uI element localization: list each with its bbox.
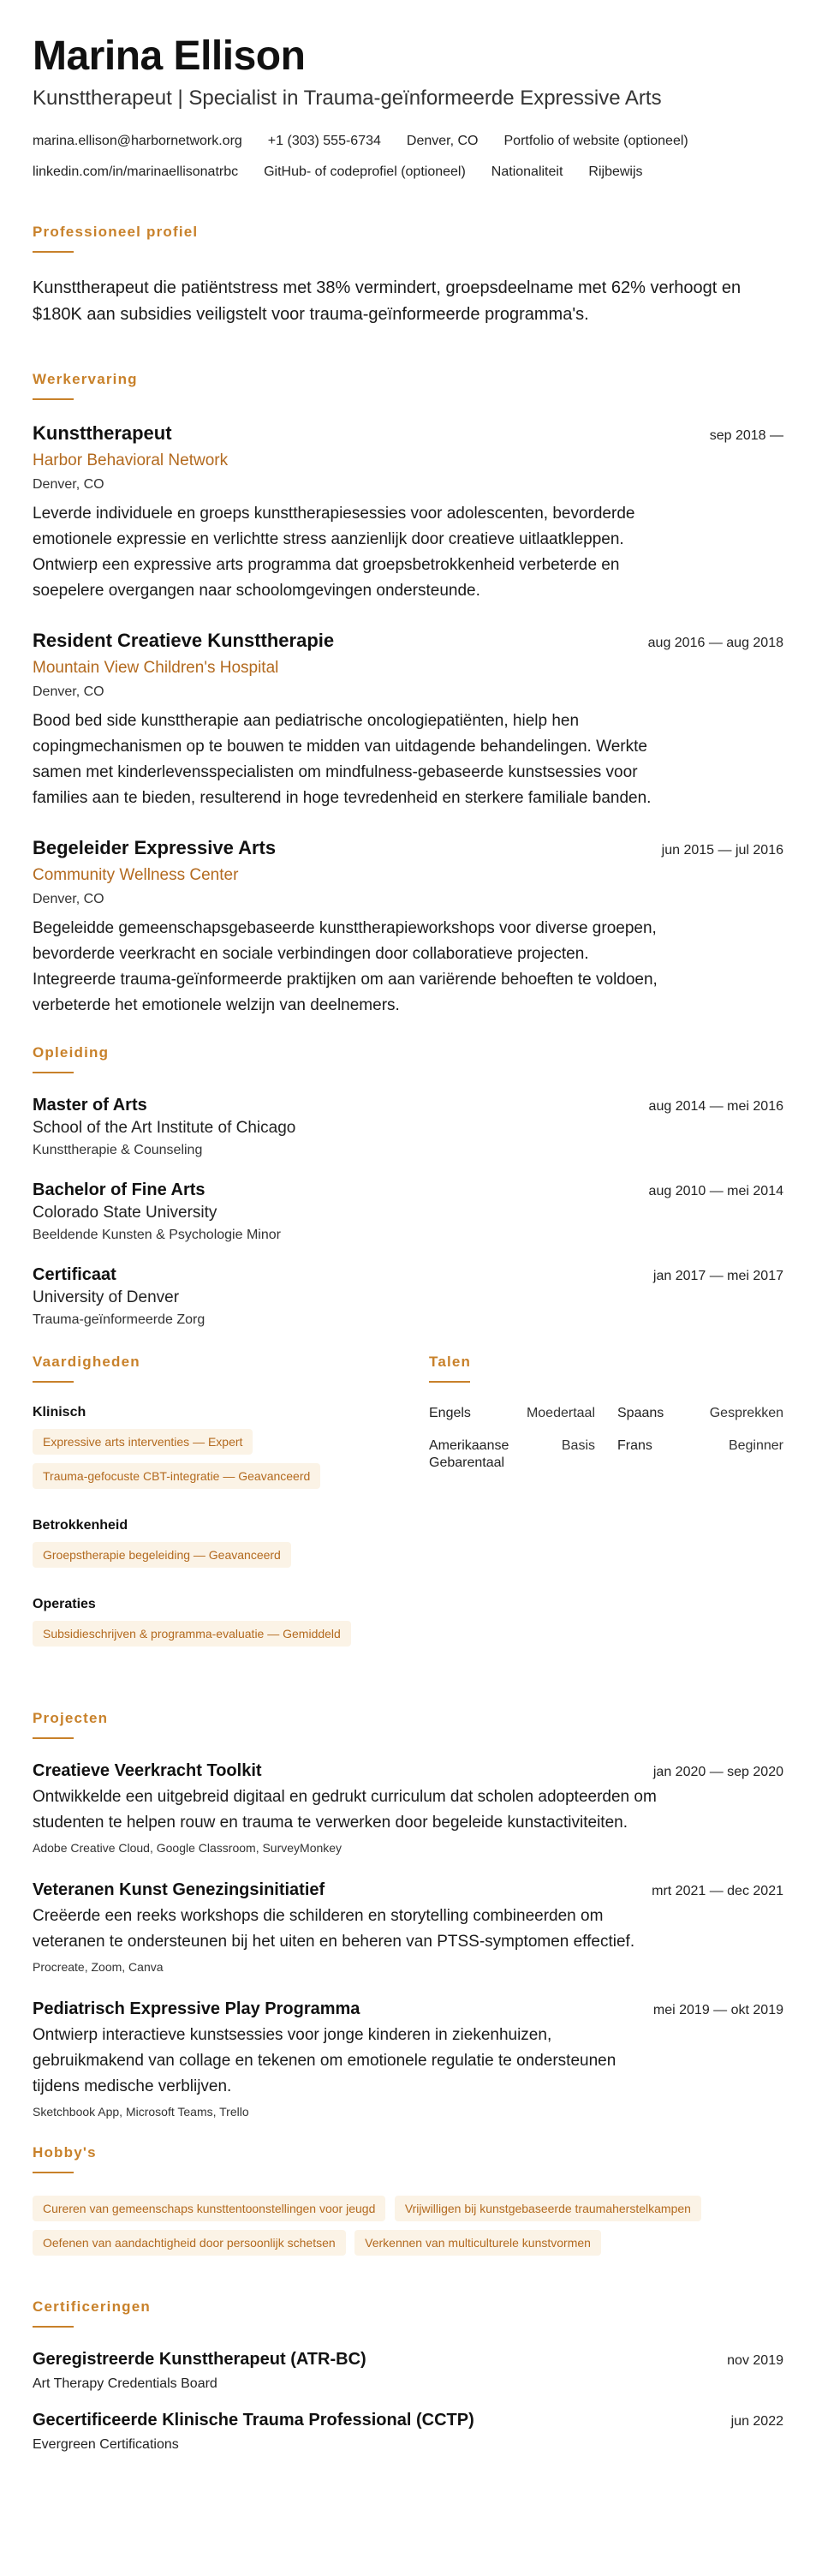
experience-section [33, 371, 783, 1019]
project-title: Creatieve Veerkracht Toolkit [33, 1761, 262, 1781]
education-date: aug 2010 — mei 2014 [648, 1184, 783, 1199]
profile-section [33, 224, 783, 328]
education-school: University of Denver [33, 1288, 180, 1307]
job-location: Denver, CO [33, 892, 104, 907]
skill-group [33, 1518, 403, 1576]
skill-tag: Groepstherapie begeleiding — Geavanceerd [33, 1542, 291, 1568]
skill-tag: Subsidieschrijven & programma-evaluatie — Gemiddeld [33, 1621, 351, 1647]
skill-tag: Expressive arts interventies — Expert [33, 1429, 253, 1455]
project-date: mrt 2021 — dec 2021 [652, 1884, 783, 1899]
contact-license: Rijbewijs [588, 164, 643, 180]
project-entry [33, 1880, 783, 1974]
candidate-headline: Kunsttherapeut | Specialist in Trauma-geïnformeerde Expressive Arts [33, 87, 662, 111]
job-company: Harbor Behavioral Network [33, 451, 229, 470]
education-date: aug 2014 — mei 2016 [648, 1099, 783, 1115]
section-divider [33, 2172, 74, 2173]
project-date: mei 2019 — okt 2019 [652, 2003, 783, 2018]
project-description: Ontwierp interactieve kunstsessies voor jonge kinderen in ziekenhuizen, gebruikmakend van collage en tekenen om emotionele regulatie te ondersteunen tijdens medische verblijven. [33, 2026, 616, 2096]
language-item [617, 1437, 783, 1472]
job-title: Begeleider Expressive Arts [33, 837, 277, 859]
education-section [33, 1044, 783, 1328]
certification-issuer: Art Therapy Credentials Board [33, 2376, 217, 2392]
job-entry [33, 422, 783, 604]
skill-group-title: Operaties [33, 1597, 96, 1612]
job-date: jun 2015 — jul 2016 [661, 843, 783, 858]
contact-nationality: Nationaliteit [491, 164, 563, 180]
language-item [429, 1437, 595, 1472]
job-company: Community Wellness Center [33, 866, 239, 885]
section-title: Talen [429, 1354, 472, 1371]
section-title: Werkervaring [33, 371, 138, 388]
education-field: Beeldende Kunsten & Psychologie Minor [33, 1228, 281, 1243]
languages-section [429, 1354, 783, 1676]
project-title: Pediatrisch Expressive Play Programma [33, 1999, 360, 2019]
hobby-tag: Verkennen van multiculturele kunstvormen [354, 2230, 601, 2256]
project-tools: Sketchbook App, Microsoft Teams, Trello [33, 2105, 249, 2119]
project-entry [33, 1761, 783, 1855]
skills-section [33, 1354, 429, 1676]
language-level: Basis [561, 1438, 595, 1454]
languages-list [429, 1405, 783, 1472]
section-divider [33, 1381, 74, 1383]
project-date: jan 2020 — sep 2020 [652, 1765, 783, 1780]
section-divider [33, 251, 74, 253]
education-entry [33, 1265, 783, 1328]
language-name: Amerikaanse Gebarentaal [429, 1438, 509, 1471]
language-name: Spaans [617, 1406, 664, 1421]
education-date: jan 2017 — mei 2017 [652, 1269, 783, 1284]
contact-email[interactable]: marina.ellison@harbornetwork.org [33, 134, 242, 149]
job-entry [33, 630, 783, 811]
job-description: Bood bed side kunsttherapie aan pediatrische oncologiepatiënten, hielp hen copingmechanismen op te bouwen te midden van uitdagende behandelingen. Werkte samen met kinderlevensspecialisten om mindfulness-gebaseerde kunstsessies voor families aan te bieden, resulterend in hoge tevredenheid en sterkere familiale banden. [33, 712, 652, 808]
education-field: Trauma-geïnformeerde Zorg [33, 1312, 205, 1328]
hobby-tag: Vrijwilligen bij kunstgebaseerde traumaherstelkampen [395, 2196, 701, 2221]
skill-group [33, 1405, 403, 1497]
project-tools: Adobe Creative Cloud, Google Classroom, SurveyMonkey [33, 1841, 342, 1856]
language-level: Gesprekken [709, 1406, 783, 1421]
job-date: aug 2016 — aug 2018 [647, 636, 783, 651]
education-degree: Bachelor of Fine Arts [33, 1180, 205, 1200]
job-title: Kunsttherapeut [33, 422, 172, 445]
section-title: Professioneel profiel [33, 224, 199, 241]
certification-date: jun 2022 [730, 2414, 783, 2430]
contact-phone[interactable]: +1 (303) 555-6734 [267, 134, 381, 149]
section-divider [33, 1072, 74, 1073]
certification-entry [33, 2350, 783, 2392]
project-description: Creëerde een reeks workshops die schilderen en storytelling combineerden om veteranen te ondersteunen bij het uiten en beheren van PTSS-symptomen effectief. [33, 1907, 635, 1951]
education-degree: Certificaat [33, 1265, 116, 1285]
skill-group-title: Betrokkenheid [33, 1518, 128, 1533]
certification-name: Gecertificeerde Klinische Trauma Professional (CCTP) [33, 2411, 474, 2430]
section-divider [33, 1737, 74, 1739]
candidate-name: Marina Ellison [33, 33, 306, 79]
hobbies-section [33, 2144, 783, 2264]
certification-entry [33, 2411, 783, 2453]
job-title: Resident Creatieve Kunsttherapie [33, 630, 335, 652]
job-date: sep 2018 — [709, 428, 783, 444]
contact-location: Denver, CO [406, 134, 479, 149]
certification-date: nov 2019 [727, 2353, 783, 2369]
profile-summary: Kunsttherapeut die patiëntstress met 38% vermindert, groepsdeelname met 62% verhoogt en $180K aan subsidies veiligstelt voor trauma-geïnformeerde programma's. [33, 278, 742, 325]
project-tools: Procreate, Zoom, Canva [33, 1960, 164, 1975]
contact-info [33, 133, 783, 181]
job-description: Leverde individuele en groeps kunsttherapiesessies voor adolescenten, bevorderde emotionele expressie en verlichtte stress aanzienlijk door creatieve uitlaatkleppen. Ontwierp een expressive arts programma dat groepsbetrokkenheid verbeterde en soepelere overgangen naar schoolomgevingen ondersteunde. [33, 505, 635, 601]
job-description: Begeleidde gemeenschapsgebaseerde kunsttherapieworkshops voor diverse groepen, bevorderde veerkracht en sociale verbindingen door collaboratieve projecten. Integreerde trauma-geïnformeerde praktijken om aan variërende behoeften te voldoen, verbeterde het emotionele welzijn van deelnemers. [33, 919, 658, 1015]
job-location: Denver, CO [33, 684, 104, 700]
contact-linkedin[interactable]: linkedin.com/in/marinaellisonatrbc [33, 164, 239, 180]
section-divider [33, 2326, 74, 2328]
hobby-tags [33, 2196, 783, 2264]
project-entry [33, 1999, 783, 2119]
education-school: Colorado State University [33, 1204, 217, 1222]
skill-group-title: Klinisch [33, 1405, 86, 1420]
job-location: Denver, CO [33, 477, 104, 493]
project-title: Veteranen Kunst Genezingsinitiatief [33, 1880, 325, 1900]
certification-name: Geregistreerde Kunsttherapeut (ATR-BC) [33, 2350, 366, 2370]
section-divider [429, 1381, 470, 1383]
skill-tag: Trauma-gefocuste CBT-integratie — Geavanceerd [33, 1463, 320, 1489]
section-title: Certificeringen [33, 2298, 151, 2316]
section-divider [33, 398, 74, 400]
education-degree: Master of Arts [33, 1096, 147, 1115]
skill-group [33, 1597, 403, 1655]
language-level: Beginner [728, 1438, 783, 1454]
section-title: Hobby's [33, 2144, 97, 2161]
resume-header [33, 33, 783, 181]
projects-section [33, 1710, 783, 2119]
education-field: Kunsttherapie & Counseling [33, 1143, 203, 1158]
hobby-tag: Cureren van gemeenschaps kunsttentoonstellingen voor jeugd [33, 2196, 385, 2221]
education-entry [33, 1180, 783, 1243]
language-item [617, 1405, 783, 1422]
section-title: Projecten [33, 1710, 109, 1727]
language-level: Moedertaal [526, 1406, 595, 1421]
contact-portfolio[interactable]: Portfolio of website (optioneel) [503, 134, 688, 149]
certifications-section [33, 2298, 783, 2453]
education-entry [33, 1096, 783, 1158]
section-title: Vaardigheden [33, 1354, 140, 1371]
job-entry [33, 837, 783, 1019]
contact-github[interactable]: GitHub- of codeprofiel (optioneel) [264, 164, 466, 180]
job-company: Mountain View Children's Hospital [33, 659, 279, 678]
section-title: Opleiding [33, 1044, 110, 1061]
certification-issuer: Evergreen Certifications [33, 2437, 179, 2453]
language-item [429, 1405, 595, 1422]
education-school: School of the Art Institute of Chicago [33, 1119, 296, 1138]
language-name: Frans [617, 1438, 652, 1454]
project-description: Ontwikkelde een uitgebreid digitaal en gedrukt curriculum dat scholen adopteerden om studenten te helpen rouw en trauma te verwerken door begeleide kunstactiviteiten. [33, 1788, 657, 1832]
language-name: Engels [429, 1406, 471, 1421]
skills-languages-row [33, 1354, 783, 1676]
hobby-tag: Oefenen van aandachtigheid door persoonlijk schetsen [33, 2230, 346, 2256]
